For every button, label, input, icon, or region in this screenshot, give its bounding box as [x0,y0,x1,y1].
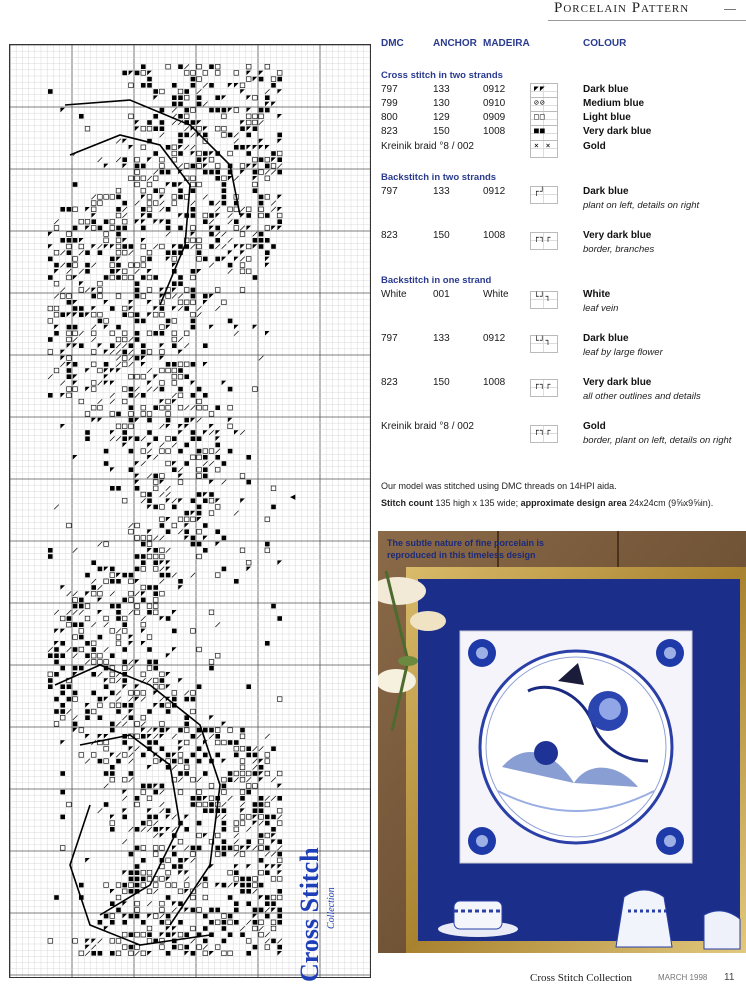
design-area-label: approximate design area [520,498,627,508]
stitch-count-line [381,495,741,512]
anchor: 133 [433,84,450,95]
colour-note: border, plant on left, details on right [583,435,732,446]
photo-illustration [378,531,746,953]
section-cross: Cross stitch in two strands [381,70,503,81]
colour-name: Very dark blue [583,230,652,241]
stitch-count-value: 135 high x 135 wide; [435,498,519,508]
section-back2: Backstitch in two strands [381,172,497,183]
symbol-swatch: × × [530,140,558,158]
colour-name: Dark blue [583,186,629,197]
symbol-swatch: ⊘⊘ [530,97,558,115]
header-tick [724,9,736,10]
colour-name: Very dark blue [583,126,652,137]
symbol-swatch: ┌┘ [530,186,558,204]
colour-name: Medium blue [583,98,645,109]
caption-line1: The subtle nature of fine porcelain is [387,538,545,548]
photo-caption [387,537,544,561]
key-row [381,289,736,314]
colour-note: plant on left, details on right [583,200,700,211]
key-row [381,377,736,402]
dmc: 823 [381,126,398,137]
stitch-chart [9,44,371,982]
brand-line2: Collection [326,887,337,929]
key-row [381,141,736,155]
stitch-count-label: Stitch count [381,498,433,508]
key-row [381,84,736,98]
header-rule [548,20,746,21]
key-row [381,112,736,126]
madeira: White [483,289,509,300]
madeira: 0912 [483,333,506,344]
symbol-swatch: ■■ [530,125,558,143]
symbol-swatch: ┌┐┌ [530,425,558,443]
madeira: 0912 [483,186,506,197]
anchor: 150 [433,126,450,137]
stitch-notes [381,478,741,512]
symbol-swatch: └┘┐ [530,291,558,309]
key-row [381,98,736,112]
design-area-value: 24x24cm (9⅝x9⅝in). [629,498,714,508]
key-row [381,421,736,446]
colour-name: Dark blue [583,84,629,95]
colour-name: Dark blue [583,333,629,344]
anchor: 001 [433,289,450,300]
page-number: 11 [724,972,735,983]
colour-name: Gold [583,421,606,432]
madeira: 0912 [483,84,506,95]
col-anchor: ANCHOR [433,38,477,49]
col-colour: COLOUR [583,38,627,49]
colour-name: Very dark blue [583,377,652,388]
key-row [381,126,736,140]
madeira: 1008 [483,126,506,137]
key-row [381,333,736,358]
symbol-swatch: ┌┐┌ [530,379,558,397]
symbol-swatch: └┘┐ [530,335,558,353]
model-note: Our model was stitched using DMC threads on 14HPI aida. [381,481,617,491]
anchor: 133 [433,186,450,197]
madeira: 1008 [483,377,506,388]
dmc: White [381,289,407,300]
symbol-swatch: □□ [530,111,558,129]
anchor: 133 [433,333,450,344]
colour-note: leaf vein [583,303,619,314]
colour-note: border, branches [583,244,655,255]
caption-line2: reproduced in this timeless design [387,550,536,560]
framed-photo [378,531,746,953]
brand-logo [292,817,342,987]
dmc: 800 [381,112,398,123]
issue-date: MARCH 1998 [658,973,708,982]
anchor: 150 [433,377,450,388]
colour-note: all other outlines and details [583,391,701,402]
brand-line1: Cross Stitch [295,847,324,982]
magazine-name: Cross Stitch Collection [530,972,633,984]
section-back1: Backstitch in one strand [381,275,492,286]
symbol-swatch: ┌┐┌ [530,232,558,250]
page-header [548,0,746,24]
colour-note: leaf by large flower [583,347,663,358]
dmc: 797 [381,84,398,95]
key-row [381,186,736,211]
dmc: Kreinik braid °8 / 002 [381,421,474,432]
madeira: 1008 [483,230,506,241]
centre-arrow-icon: ◀ [290,494,296,501]
dmc: Kreinik braid °8 / 002 [381,141,474,152]
dmc: 797 [381,186,398,197]
dmc: 823 [381,377,398,388]
anchor: 150 [433,230,450,241]
madeira: 0910 [483,98,506,109]
anchor: 129 [433,112,450,123]
anchor: 130 [433,98,450,109]
symbol-swatch: ◤◤ [530,83,558,101]
dmc: 797 [381,333,398,344]
col-madeira: MADEIRA [483,38,530,49]
col-dmc: DMC [381,38,404,49]
colour-name: White [583,289,611,300]
page-title: Porcelain Pattern [554,0,690,16]
dmc: 823 [381,230,398,241]
key-row [381,230,736,255]
colour-name: Gold [583,141,606,152]
dmc: 799 [381,98,398,109]
madeira: 0909 [483,112,506,123]
colour-name: Light blue [583,112,631,123]
